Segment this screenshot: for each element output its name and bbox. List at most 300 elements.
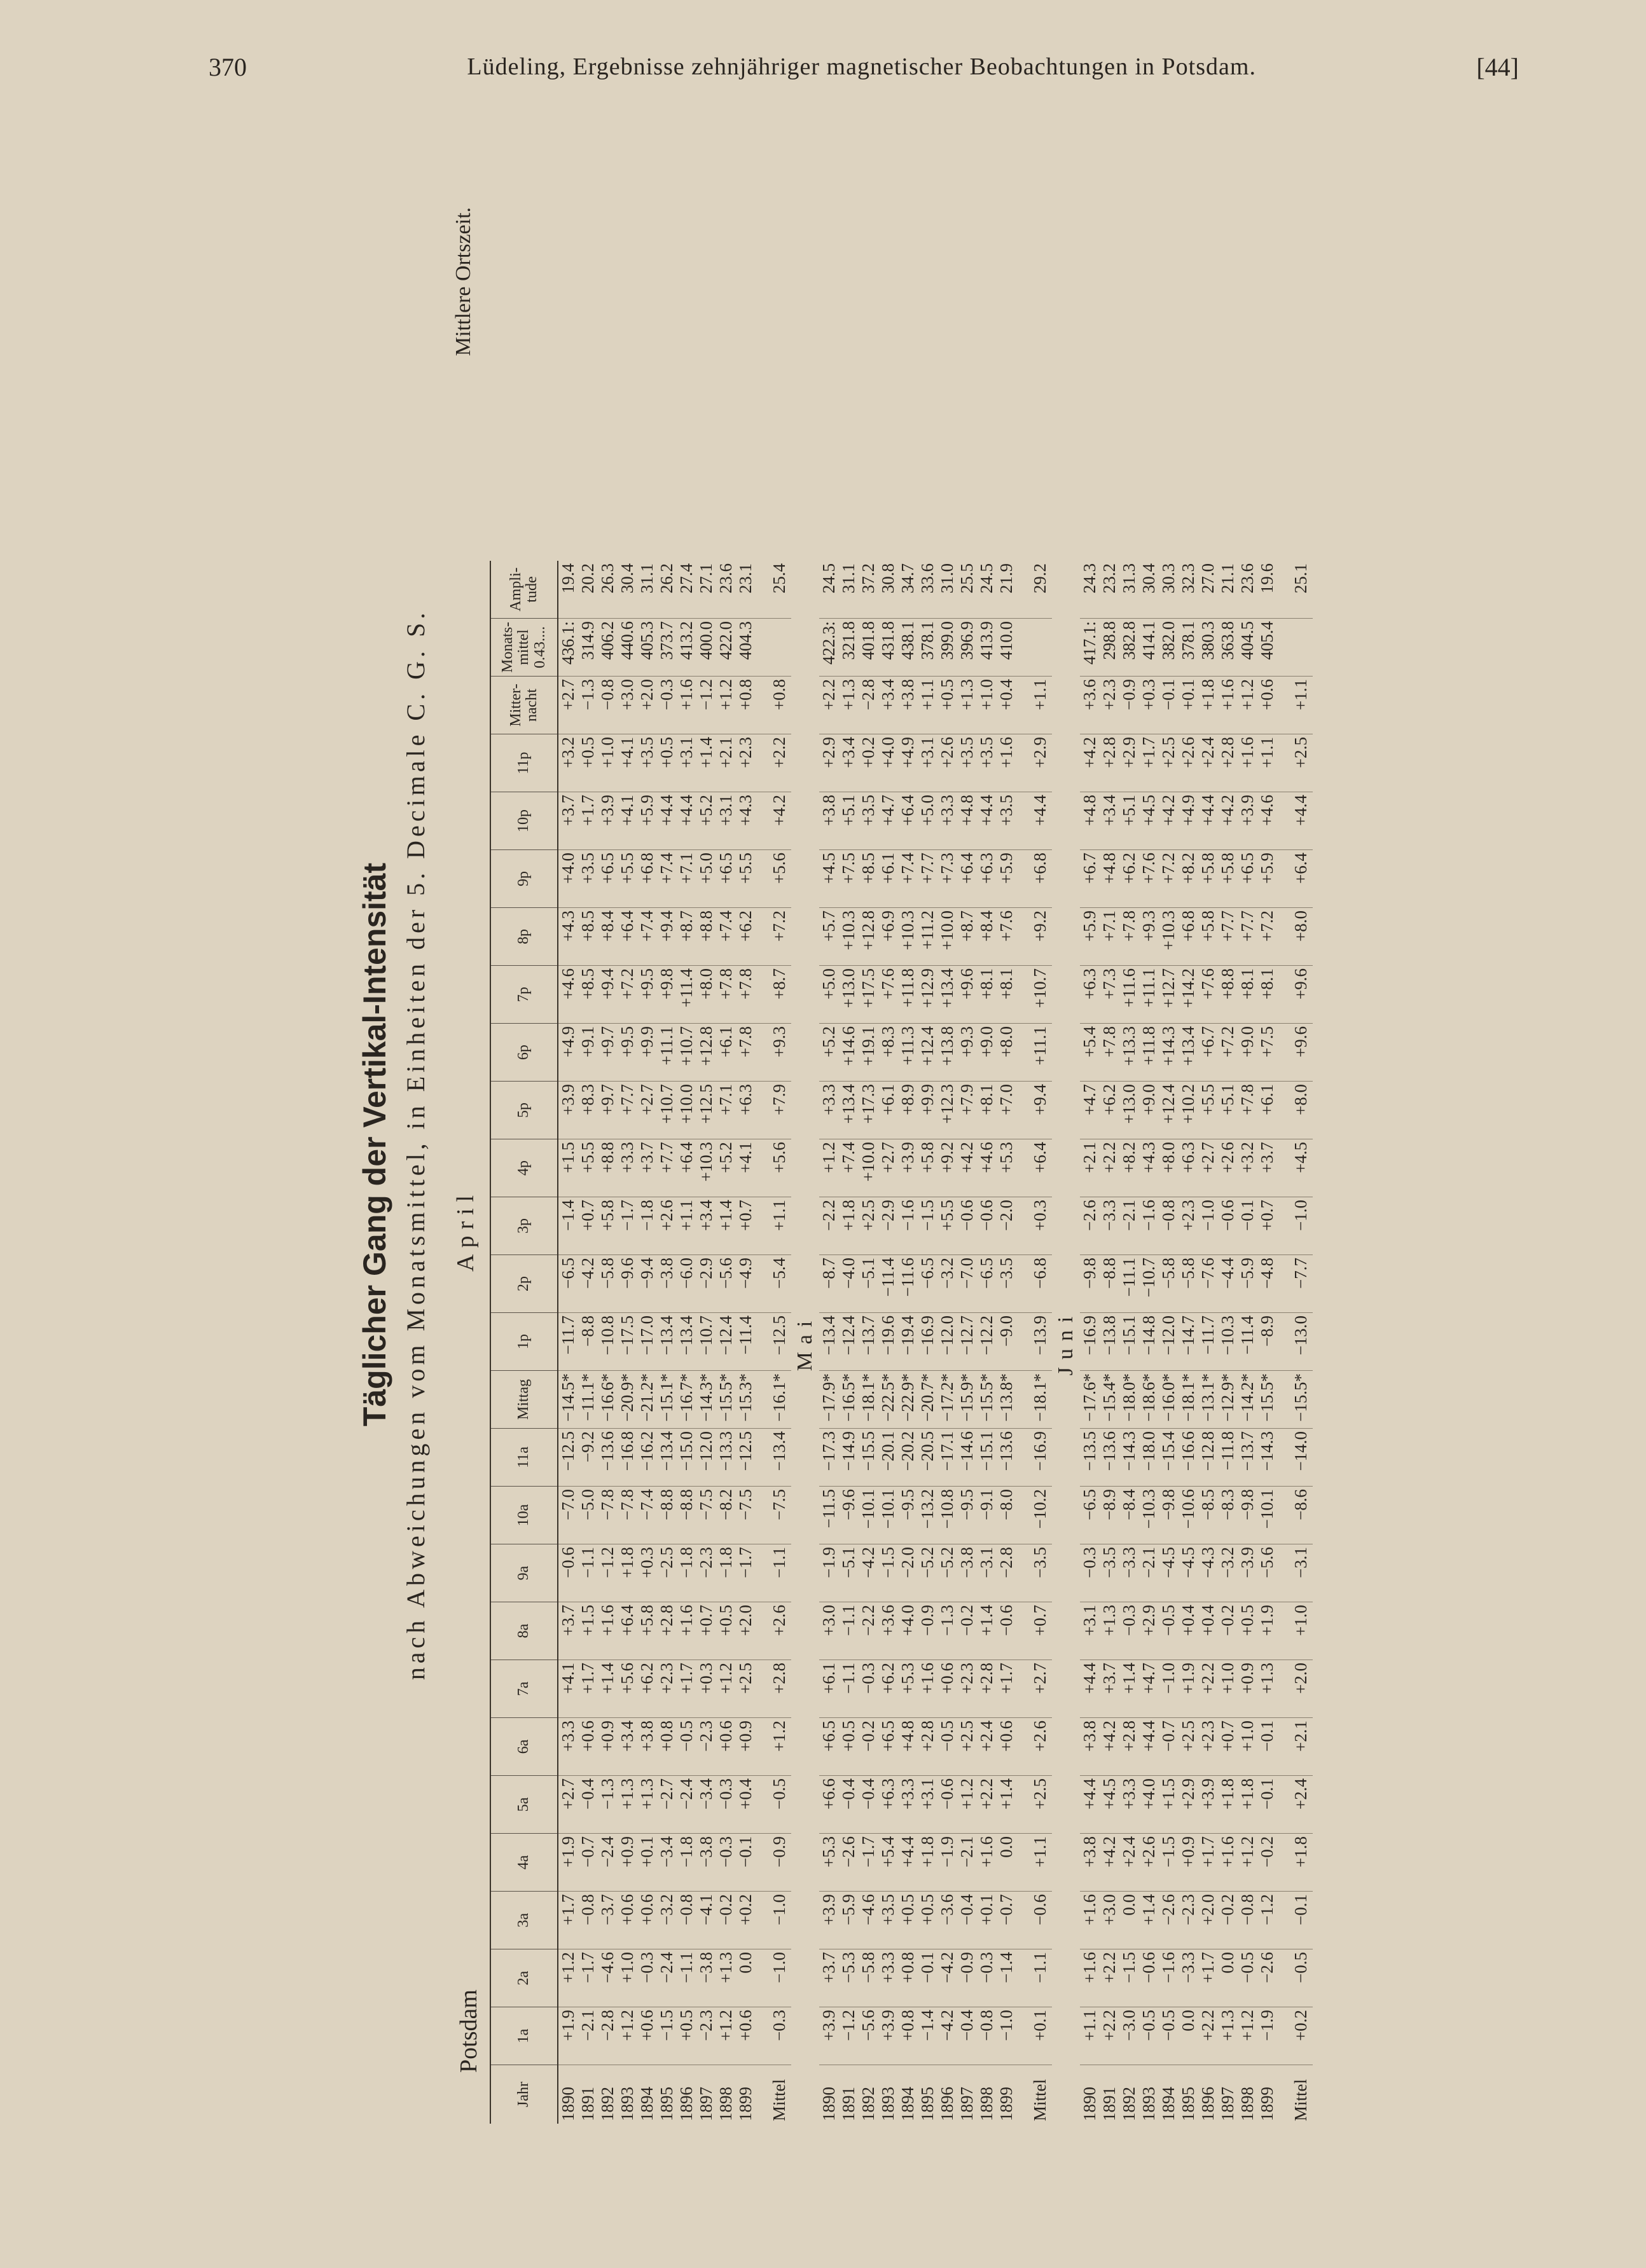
value-cell: +1.2 [1238,1834,1257,1892]
table-row [736,561,756,2124]
value-cell: −5.2 [937,1544,957,1602]
value-cell: −6.5 [1080,1487,1100,1544]
value-cell: +2.0 [637,677,657,734]
value-cell: +3.9 [598,792,618,850]
value-cell: 382.8 [1119,619,1139,677]
value-cell: +4.1 [736,1139,756,1197]
value-cell: −9.6 [618,1255,637,1313]
value-cell: 431.8 [878,619,898,677]
value-cell: +6.5 [598,850,618,908]
column-header: 1p [490,1313,558,1371]
value-cell: +0.7 [1257,1197,1277,1255]
value-cell: +2.4 [1277,1776,1313,1834]
value-cell: +1.2 [716,2007,736,2065]
value-cell: −12.7 [957,1313,977,1371]
value-cell: +1.9 [558,2007,578,2065]
value-cell: +0.9 [1179,1834,1198,1892]
value-cell: +5.2 [696,792,716,850]
value-cell: −4.8 [1257,1255,1277,1313]
value-cell: +1.6 [1218,677,1238,734]
value-cell: −14.9 [839,1429,859,1487]
value-cell: +7.3 [937,850,957,908]
table-row [578,561,598,2124]
value-cell: 414.1 [1139,619,1159,677]
value-cell: +1.2 [957,1776,977,1834]
value-cell: −0.1 [1257,1718,1277,1776]
value-cell: +7.7 [1238,908,1257,966]
value-cell: +0.9 [598,1718,618,1776]
value-cell: −14.2* [1238,1371,1257,1429]
value-cell: +3.5 [637,734,657,792]
value-cell: +4.3 [558,908,578,966]
value-cell: +3.9 [898,1139,918,1197]
value-cell: −1.1 [839,1602,859,1660]
value-cell: +6.3 [878,1776,898,1834]
value-cell: −0.5 [937,1718,957,1776]
value-cell: +5.9 [1257,850,1277,908]
column-header: 11a [490,1429,558,1487]
value-cell: +1.7 [578,792,598,850]
value-cell: −16.7* [677,1371,696,1429]
value-cell: +9.6 [1277,966,1313,1024]
value-cell: +3.7 [558,792,578,850]
mean-row [1277,561,1313,2124]
value-cell: +1.2 [819,1139,839,1197]
table-row [1179,561,1198,2124]
value-cell: 0.0 [736,1949,756,2007]
value-cell: −12.9* [1218,1371,1238,1429]
column-header: 4a [490,1834,558,1892]
table-row [859,561,878,2124]
table-row [677,561,696,2124]
value-cell: −1.5 [1159,1834,1179,1892]
table-row [1139,561,1159,2124]
value-cell: −15.1 [1119,1313,1139,1371]
value-cell: +2.2 [819,677,839,734]
value-cell: +14.3 [1159,1024,1179,1082]
value-cell: +9.5 [618,1024,637,1082]
value-cell: −0.4 [957,2007,977,2065]
value-cell: +2.9 [1179,1776,1198,1834]
value-cell: +6.5 [716,850,736,908]
year-cell: 1893 [618,2087,637,2121]
value-cell: +8.1 [977,966,997,1024]
value-cell: +12.8 [696,1024,716,1082]
value-cell: −4.2 [578,1255,598,1313]
value-cell: +4.1 [558,1660,578,1718]
value-cell: −2.6 [1080,1197,1100,1255]
value-cell: +0.6 [997,1718,1016,1776]
value-cell: +4.4 [1080,1776,1100,1834]
value-cell: +2.9 [1139,1602,1159,1660]
value-cell: −0.3 [756,2007,791,2065]
value-cell: −15.9* [957,1371,977,1429]
year-cell: 1899 [1257,2087,1276,2121]
value-cell: +8.1 [977,1082,997,1139]
value-cell: +9.9 [918,1082,937,1139]
value-cell: +7.8 [1100,1024,1119,1082]
value-cell: +3.3 [618,1139,637,1197]
value-cell: +6.2 [878,1660,898,1718]
value-cell: +2.6 [1218,1139,1238,1197]
column-header: 10a [490,1487,558,1544]
value-cell: +7.9 [957,1082,977,1139]
value-cell: +6.3 [1179,1139,1198,1197]
value-cell: −1.3 [578,677,598,734]
value-cell: −1.5 [1119,1949,1139,2007]
value-cell: 436.1: [558,619,578,677]
value-cell: −2.8 [859,677,878,734]
value-cell: −1.1 [578,1544,598,1602]
value-cell: +11.4 [677,966,696,1024]
value-cell: +10.0 [937,908,957,966]
value-cell: −0.3 [716,1776,736,1834]
year-cell: 1898 [977,2087,996,2121]
value-cell: +6.3 [1080,966,1100,1024]
table-row [1100,561,1119,2124]
year-cell: 1894 [898,2087,917,2121]
value-cell: +8.1 [997,966,1016,1024]
value-cell: +4.2 [1100,1834,1119,1892]
value-cell: −13.4 [677,1313,696,1371]
value-cell: +7.5 [1257,1024,1277,1082]
value-cell: 30.3 [1159,561,1179,619]
value-cell: +0.9 [1238,1660,1257,1718]
value-cell: +6.4 [618,908,637,966]
value-cell: 378.1 [1179,619,1198,677]
value-cell: −1.8 [637,1197,657,1255]
value-cell: +3.4 [1100,792,1119,850]
value-cell: +6.2 [1119,850,1139,908]
value-cell: +7.6 [997,908,1016,966]
value-cell: 0.0 [1119,1892,1139,1949]
value-cell: −2.3 [696,2007,716,2065]
value-cell: +12.4 [918,1024,937,1082]
column-header: 7a [490,1660,558,1718]
value-cell: +5.8 [637,1602,657,1660]
value-cell: −14.7 [1179,1313,1198,1371]
table-row [716,561,736,2124]
value-cell: +4.4 [1080,1660,1100,1718]
value-cell: −0.3 [977,1949,997,2007]
value-cell: −1.1 [677,1949,696,2007]
table-row [657,561,677,2124]
value-cell: +0.3 [637,1544,657,1602]
value-cell: −1.8 [677,1834,696,1892]
value-cell: 34.7 [898,561,918,619]
value-cell: −15.5 [859,1429,878,1487]
value-cell: −0.1 [1238,1197,1257,1255]
value-cell: +8.7 [677,908,696,966]
value-cell: +8.7 [957,908,977,966]
value-cell: −0.1 [1257,1776,1277,1834]
value-cell: +2.8 [1218,734,1238,792]
value-cell: 399.0 [937,619,957,677]
column-header: 3p [490,1197,558,1255]
value-cell: −10.1 [878,1487,898,1544]
value-cell: −20.7* [918,1371,937,1429]
value-cell: −4.5 [1179,1544,1198,1602]
value-cell: +1.6 [1218,1834,1238,1892]
value-cell: −4.6 [859,1892,878,1949]
value-cell: −11.1 [1119,1255,1139,1313]
value-cell: −13.4 [819,1313,839,1371]
value-cell: +3.5 [878,1892,898,1949]
value-cell: +0.2 [736,1892,756,1949]
value-cell: −2.3 [696,1544,716,1602]
table-row [839,561,859,2124]
value-cell: −11.4 [736,1313,756,1371]
value-cell: +2.6 [937,734,957,792]
value-cell: 405.3 [637,619,657,677]
value-cell: 24.3 [1080,561,1100,619]
value-cell: +4.3 [1139,1139,1159,1197]
table-subtitle: nach Abweichungen vom Monatsmittel, in Einheiten der 5. Decimale C. G. S. [401,608,430,1680]
value-cell: +9.5 [637,966,657,1024]
value-cell: +3.3 [898,1776,918,1834]
value-cell: +3.9 [558,1082,578,1139]
value-cell: −0.5 [677,1718,696,1776]
value-cell: −13.9 [1016,1313,1052,1371]
table-row [1257,561,1277,2124]
value-cell: +2.4 [1119,1834,1139,1892]
value-cell: −0.5 [1139,2007,1159,2065]
value-cell: +6.1 [716,1024,736,1082]
value-cell: −0.8 [578,1892,598,1949]
value-cell: 23.2 [1100,561,1119,619]
value-cell: +2.1 [1080,1139,1100,1197]
value-cell: +11.8 [898,966,918,1024]
value-cell: 37.2 [859,561,878,619]
value-cell: +5.8 [1198,908,1218,966]
value-cell: +6.8 [1016,850,1052,908]
value-cell: +1.2 [716,1660,736,1718]
value-cell: −0.6 [937,1776,957,1834]
value-cell: +5.8 [598,1197,618,1255]
value-cell: −8.7 [819,1255,839,1313]
value-cell: +10.3 [696,1139,716,1197]
value-cell: −13.6 [1100,1429,1119,1487]
value-cell: +4.1 [618,792,637,850]
value-cell: +2.2 [756,734,791,792]
value-cell: +13.4 [937,966,957,1024]
value-cell: +2.6 [1139,1834,1159,1892]
value-cell: +4.0 [558,850,578,908]
value-cell: +3.4 [618,1718,637,1776]
value-cell: 27.4 [677,561,696,619]
value-cell: +8.1 [1238,966,1257,1024]
value-cell: −13.6 [997,1429,1016,1487]
value-cell: +7.4 [657,850,677,908]
value-cell: +10.0 [677,1082,696,1139]
column-header: Mittag [490,1371,558,1429]
value-cell: −0.4 [578,1776,598,1834]
value-cell: 30.4 [1139,561,1159,619]
value-cell: −1.2 [1257,1892,1277,1949]
mean-row [756,561,791,2124]
value-cell: −8.9 [1257,1313,1277,1371]
value-cell: +4.5 [1139,792,1159,850]
table-row [1080,561,1100,2124]
value-cell: +3.8 [898,677,918,734]
value-cell: −2.6 [1159,1892,1179,1949]
value-cell: 404.3 [736,619,756,677]
value-cell: −5.8 [1179,1255,1198,1313]
value-cell: +9.4 [598,966,618,1024]
value-cell [1277,619,1313,677]
value-cell: +1.8 [1277,1834,1313,1892]
value-cell: −2.4 [657,1949,677,2007]
value-cell: +6.7 [1080,850,1100,908]
value-cell: −18.0* [1119,1371,1139,1429]
value-cell: 382.0 [1159,619,1179,677]
value-cell: +4.8 [898,1718,918,1776]
value-cell: −16.8 [618,1429,637,1487]
value-cell: 20.2 [578,561,598,619]
value-cell: +3.9 [819,1892,839,1949]
value-cell: −3.6 [937,1892,957,1949]
value-cell: +7.2 [618,966,637,1024]
value-cell: −9.5 [957,1487,977,1544]
value-cell: +1.8 [1218,1776,1238,1834]
value-cell: 21.1 [1218,561,1238,619]
value-cell: −1.0 [1198,1197,1218,1255]
value-cell: −5.8 [598,1255,618,1313]
value-cell: +5.4 [1080,1024,1100,1082]
value-cell: +11.2 [918,908,937,966]
table-row [618,561,637,2124]
value-cell: +12.8 [859,908,878,966]
value-cell: 25.1 [1277,561,1313,619]
column-header: 2p [490,1255,558,1313]
value-cell: +12.7 [1159,966,1179,1024]
value-cell: +2.6 [1016,1718,1052,1776]
value-cell: −16.0* [1159,1371,1179,1429]
value-cell: −1.4 [918,2007,937,2065]
value-cell [756,619,791,677]
value-cell: +3.5 [859,792,878,850]
column-header: 8p [490,908,558,966]
column-header: 9a [490,1544,558,1602]
value-cell: −20.2 [898,1429,918,1487]
value-cell: −1.3 [598,1776,618,1834]
value-cell: +1.6 [918,1660,937,1718]
value-cell: +2.2 [977,1776,997,1834]
value-cell: −0.5 [1277,1949,1313,2007]
value-cell: −1.0 [997,2007,1016,2065]
value-cell: +7.7 [657,1139,677,1197]
value-cell: −0.7 [997,1892,1016,1949]
value-cell: 404.5 [1238,619,1257,677]
section-number: [44] [1476,52,1519,81]
value-cell: −8.8 [657,1487,677,1544]
value-cell: −3.3 [1119,1544,1139,1602]
value-cell: +11.1 [1139,966,1159,1024]
year-cell: 1893 [878,2087,897,2121]
value-cell: +3.2 [1238,1139,1257,1197]
value-cell: −1.0 [756,1892,791,1949]
value-cell: +1.1 [918,677,937,734]
value-cell: +3.5 [957,734,977,792]
value-cell: −3.8 [696,1949,716,2007]
value-cell: +19.1 [859,1024,878,1082]
value-cell: +0.6 [637,2007,657,2065]
value-cell: +9.0 [1139,1082,1159,1139]
value-cell: +1.0 [1218,1660,1238,1718]
column-header: Ampli-tude [490,561,558,619]
value-cell: 25.5 [957,561,977,619]
value-cell: −13.0 [1277,1313,1313,1371]
table-row [558,561,578,2124]
value-cell: 400.0 [696,619,716,677]
value-cell: −10.2 [1016,1487,1052,1544]
value-cell: +6.2 [637,1660,657,1718]
year-cell: 1894 [637,2087,656,2121]
value-cell: +13.0 [839,966,859,1024]
value-cell: +4.4 [1016,792,1052,850]
value-cell: −16.5* [839,1371,859,1429]
value-cell: +8.0 [997,1024,1016,1082]
value-cell: −4.2 [937,1949,957,2007]
value-cell: −3.3 [1179,1949,1198,2007]
value-cell: +2.3 [957,1660,977,1718]
value-cell: −3.7 [598,1892,618,1949]
value-cell: +6.8 [1179,908,1198,966]
value-cell: +6.4 [677,1139,696,1197]
value-cell: 410.0 [997,619,1016,677]
year-cell: 1895 [918,2087,937,2121]
value-cell: +4.7 [878,792,898,850]
value-cell: +8.8 [598,1139,618,1197]
value-cell: +2.0 [1198,1892,1218,1949]
value-cell: +4.4 [898,1834,918,1892]
value-cell: +1.3 [618,1776,637,1834]
value-cell: +2.5 [1159,734,1179,792]
value-cell: −8.0 [997,1487,1016,1544]
value-cell: +8.0 [1277,908,1313,966]
table-row [696,561,716,2124]
value-cell: +5.3 [997,1139,1016,1197]
value-cell: +6.4 [1016,1139,1052,1197]
value-cell: −4.2 [859,1544,878,1602]
value-cell: +1.1 [1277,677,1313,734]
value-cell: +5.2 [716,1139,736,1197]
value-cell: +0.5 [918,1892,937,1949]
value-cell: −0.6 [1139,1949,1159,2007]
value-cell: −14.5* [558,1371,578,1429]
year-cell: 1895 [1179,2087,1198,2121]
value-cell: −6.0 [677,1255,696,1313]
value-cell: +3.2 [558,734,578,792]
value-cell: +0.6 [937,1660,957,1718]
value-cell: −7.8 [618,1487,637,1544]
value-cell: −5.6 [859,2007,878,2065]
value-cell: −15.1* [657,1371,677,1429]
value-cell: −5.8 [859,1949,878,2007]
value-cell: −2.3 [696,1718,716,1776]
value-cell: +0.9 [736,1718,756,1776]
value-cell: +8.7 [756,966,791,1024]
value-cell: +3.7 [558,1602,578,1660]
value-cell: −1.7 [578,1949,598,2007]
value-cell: +2.3 [657,1660,677,1718]
value-cell: +4.2 [756,792,791,850]
value-cell: −1.1 [756,1544,791,1602]
value-cell: +1.6 [677,1602,696,1660]
value-cell: 422.3: [819,619,839,677]
value-cell: −15.5* [1277,1371,1313,1429]
table-row [898,561,918,2124]
